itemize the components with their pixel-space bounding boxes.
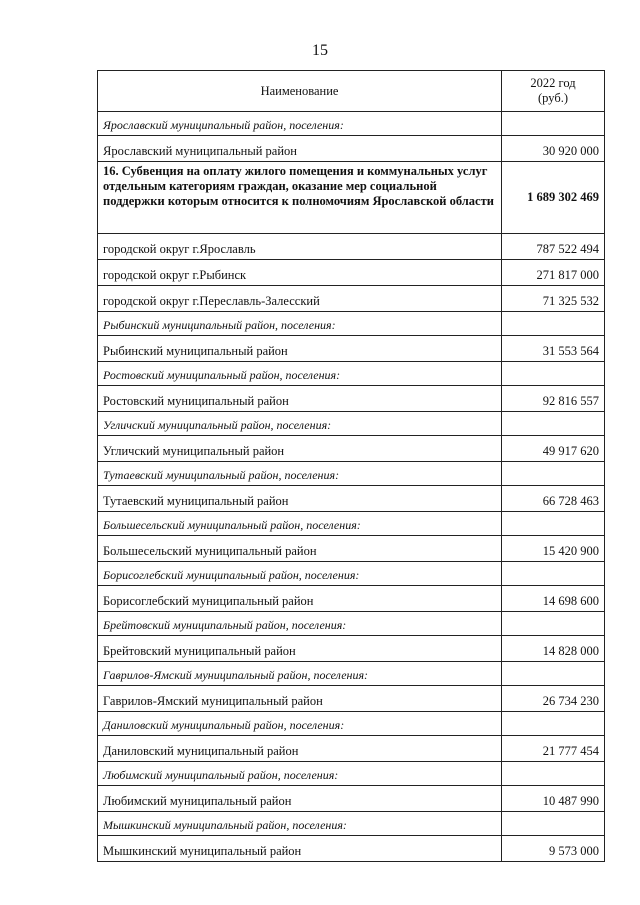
row-name: Гаврилов-Ямский муниципальный район, поселения: (98, 662, 502, 686)
row-name: Угличский муниципальный район (98, 436, 502, 462)
row-name: Брейтовский муниципальный район, поселения: (98, 612, 502, 636)
row-amount: 14 698 600 (502, 586, 605, 612)
row-name: Брейтовский муниципальный район (98, 636, 502, 662)
row-amount (502, 362, 605, 386)
page-number: 15 (312, 42, 328, 59)
row-name: Угличский муниципальный район, поселения: (98, 412, 502, 436)
group-row (98, 712, 605, 736)
table-row (98, 136, 605, 162)
row-name: Мышкинский муниципальный район (98, 836, 502, 862)
row-amount (502, 412, 605, 436)
table-header-row (98, 71, 605, 112)
row-name: Гаврилов-Ямский муниципальный район (98, 686, 502, 712)
row-name: Тутаевский муниципальный район (98, 486, 502, 512)
group-row (98, 562, 605, 586)
header-amount (502, 71, 605, 112)
row-amount: 92 816 557 (502, 386, 605, 412)
group-row (98, 412, 605, 436)
row-name: Ярославский муниципальный район (98, 136, 502, 162)
group-row (98, 812, 605, 836)
group-row (98, 512, 605, 536)
table-row (98, 260, 605, 286)
row-name: Ярославский муниципальный район, поселения: (98, 112, 502, 136)
row-amount: 31 553 564 (502, 336, 605, 362)
table-row (98, 586, 605, 612)
row-amount: 66 728 463 (502, 486, 605, 512)
row-amount: 10 487 990 (502, 786, 605, 812)
row-name: Ростовский муниципальный район (98, 386, 502, 412)
table-row (98, 636, 605, 662)
row-name: Большесельский муниципальный район (98, 536, 502, 562)
row-name: Любимский муниципальный район, поселения: (98, 762, 502, 786)
header-name: Наименование (98, 71, 502, 112)
row-amount (502, 712, 605, 736)
row-name: Тутаевский муниципальный район, поселения: (98, 462, 502, 486)
table-row (98, 736, 605, 762)
table-row (98, 286, 605, 312)
group-row (98, 362, 605, 386)
group-row (98, 662, 605, 686)
table-row (98, 386, 605, 412)
row-amount (502, 812, 605, 836)
row-amount: 271 817 000 (502, 260, 605, 286)
header-year: 2022 год (530, 76, 576, 90)
row-amount (502, 762, 605, 786)
row-amount: 71 325 532 (502, 286, 605, 312)
group-row (98, 462, 605, 486)
table-row (98, 786, 605, 812)
row-amount: 787 522 494 (502, 234, 605, 260)
row-name: Даниловский муниципальный район (98, 736, 502, 762)
row-amount: 21 777 454 (502, 736, 605, 762)
row-name: Любимский муниципальный район (98, 786, 502, 812)
table-row (98, 836, 605, 862)
section-row (98, 162, 605, 234)
table-row (98, 234, 605, 260)
row-amount: 14 828 000 (502, 636, 605, 662)
row-amount: 30 920 000 (502, 136, 605, 162)
row-amount: 49 917 620 (502, 436, 605, 462)
group-row (98, 612, 605, 636)
table-row (98, 686, 605, 712)
row-name: Борисоглебский муниципальный район (98, 586, 502, 612)
row-amount (502, 462, 605, 486)
group-row (98, 112, 605, 136)
row-name: Рыбинский муниципальный район (98, 336, 502, 362)
row-amount (502, 662, 605, 686)
row-name: Рыбинский муниципальный район, поселения: (98, 312, 502, 336)
row-amount: 1 689 302 469 (502, 162, 605, 234)
table-row (98, 486, 605, 512)
group-row (98, 762, 605, 786)
row-name: городской округ г.Переславль-Залесский (98, 286, 502, 312)
row-amount: 9 573 000 (502, 836, 605, 862)
row-name: городской округ г.Рыбинск (98, 260, 502, 286)
table-row (98, 436, 605, 462)
row-amount (502, 512, 605, 536)
row-amount (502, 312, 605, 336)
header-unit: (руб.) (538, 91, 568, 105)
row-name: Большесельский муниципальный район, поселения: (98, 512, 502, 536)
table-body (98, 112, 605, 862)
row-amount: 26 734 230 (502, 686, 605, 712)
row-name: городской округ г.Ярославль (98, 234, 502, 260)
row-amount (502, 112, 605, 136)
row-amount (502, 562, 605, 586)
row-name: Ростовский муниципальный район, поселения: (98, 362, 502, 386)
row-name: Даниловский муниципальный район, поселения: (98, 712, 502, 736)
row-name: 16. Субвенция на оплату жилого помещения и коммунальных услуг отдельным категориям граждан, оказание мер социальной поддержки которым относится к полномочиям Ярославской области (98, 162, 502, 234)
table-row (98, 536, 605, 562)
table-row (98, 336, 605, 362)
row-name: Мышкинский муниципальный район, поселения: (98, 812, 502, 836)
budget-table (97, 70, 605, 862)
row-amount (502, 612, 605, 636)
row-amount: 15 420 900 (502, 536, 605, 562)
group-row (98, 312, 605, 336)
row-name: Борисоглебский муниципальный район, поселения: (98, 562, 502, 586)
